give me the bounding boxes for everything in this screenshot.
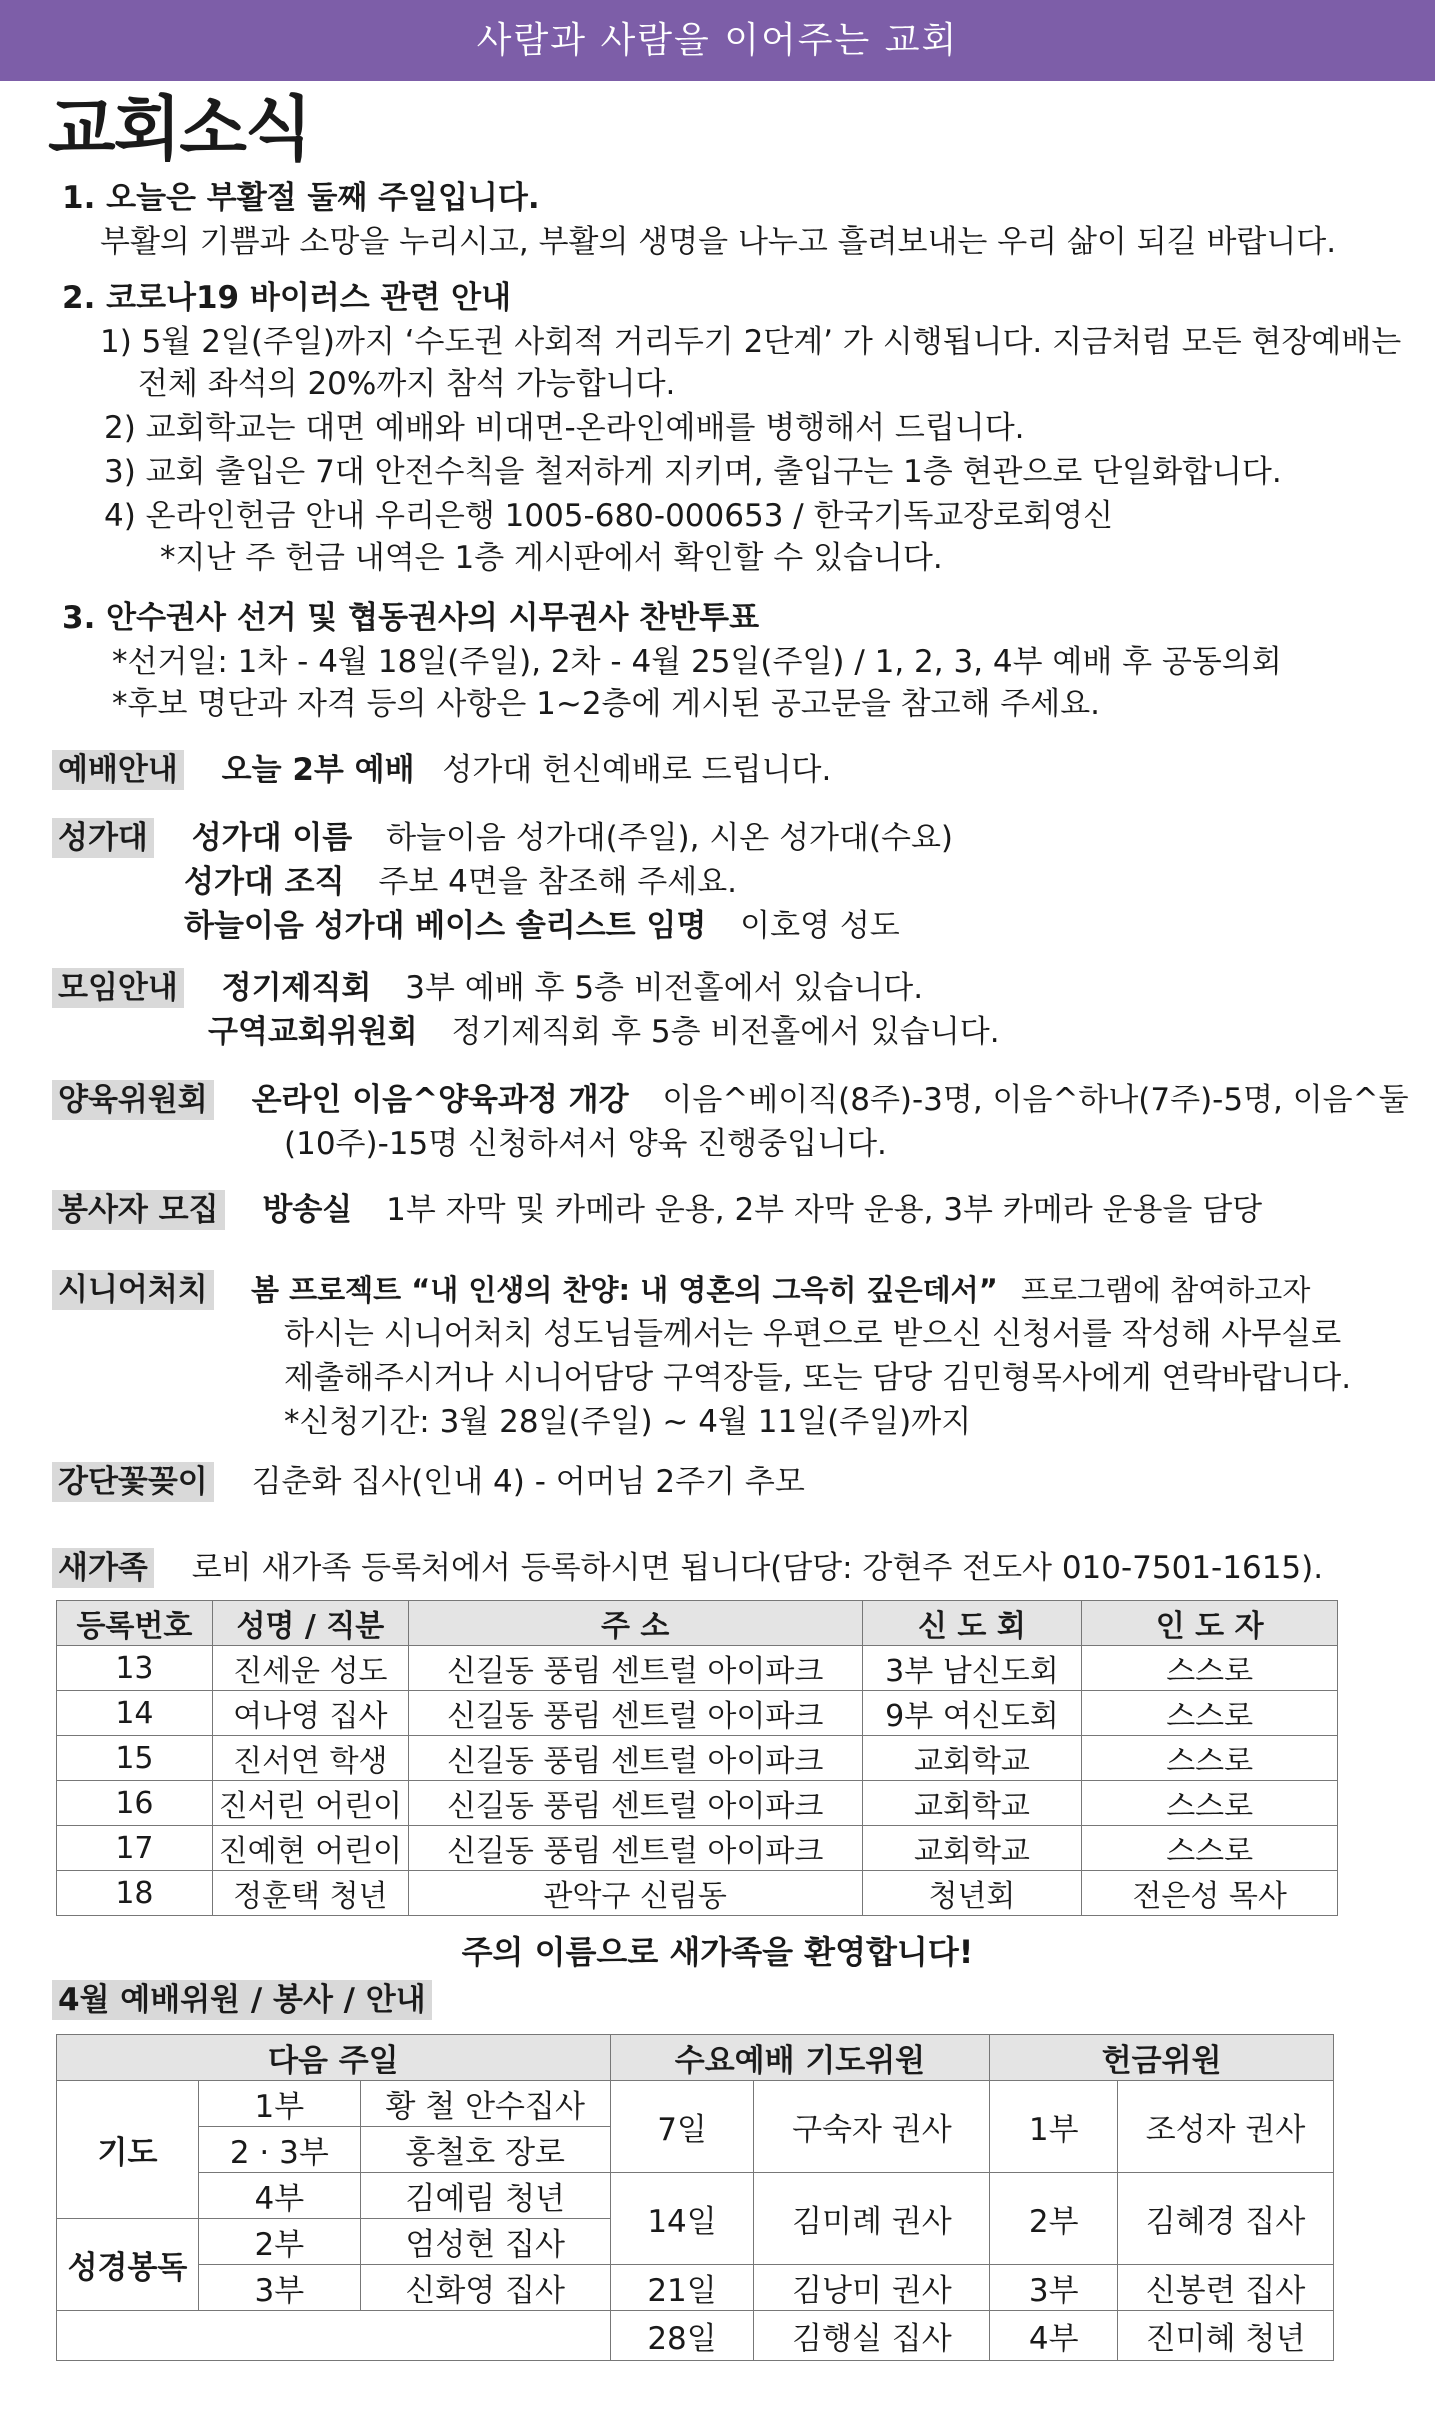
nurture-text-cont: (10주)-15명 신청하셔서 양육 진행중입니다.	[284, 1126, 887, 1162]
date-cell: 28일	[610, 2311, 754, 2361]
date-cell: 7일	[610, 2081, 754, 2173]
volunteer-text: 1부 자막 및 카메라 운용, 2부 자막 운용, 3부 카메라 운용을 담당	[386, 1192, 1263, 1228]
choir-name-heading: 성가대 이름	[191, 820, 353, 856]
table-cell: 전은성 목사	[1082, 1871, 1338, 1916]
table-cell: 3부 남신도회	[862, 1646, 1082, 1691]
notice-3-heading: 3. 안수권사 선거 및 협동권사의 시무권사 찬반투표	[62, 600, 760, 636]
table-cell: 청년회	[862, 1871, 1082, 1916]
nurture-heading: 온라인 이음^양육과정 개강	[251, 1082, 629, 1118]
notice-1-heading: 1. 오늘은 부활절 둘째 주일입니다.	[62, 180, 540, 216]
choir-soloist-text: 이호영 성도	[740, 908, 900, 944]
table-cell: 여나영 집사	[212, 1691, 408, 1736]
choir-org-text: 주보 4면을 참조해 주세요.	[378, 864, 737, 900]
senior-label: 시니어처치	[52, 1270, 214, 1310]
choir-name-text: 하늘이음 성가대(주일), 시온 성가대(수요)	[386, 820, 954, 856]
table-cell: 16	[57, 1781, 213, 1826]
table-cell: 교회학교	[862, 1781, 1082, 1826]
person-cell: 김낭미 권사	[754, 2265, 990, 2311]
table-cell: 신길동 풍림 센트럴 아이파크	[408, 1646, 862, 1691]
nurture-label: 양육위원회	[52, 1080, 214, 1120]
notice-2-line: *지난 주 헌금 내역은 1층 게시판에서 확인할 수 있습니다.	[160, 540, 943, 576]
choir-row	[184, 906, 900, 946]
table-cell: 정훈택 청년	[212, 1871, 408, 1916]
notice-2-heading: 2. 코로나19 바이러스 관련 안내	[62, 280, 512, 316]
service-cell: 3부	[198, 2265, 360, 2311]
service-cell: 1부	[990, 2081, 1118, 2173]
table-cell: 스스로	[1082, 1826, 1338, 1871]
notice-2-line: 4) 온라인헌금 안내 우리은행 1005-680-000653 / 한국기독교장로회영신	[104, 498, 1114, 534]
april-section	[52, 1980, 432, 2020]
worship-label: 예배안내	[52, 750, 184, 790]
newfamily-col-header: 신 도 회	[862, 1601, 1082, 1646]
meeting-row	[208, 1012, 1000, 1052]
table-cell: 18	[57, 1871, 213, 1916]
april-label: 4월 예배위원 / 봉사 / 안내	[52, 1980, 432, 2020]
person-cell: 조성자 권사	[1118, 2081, 1334, 2173]
choir-label: 성가대	[52, 818, 154, 858]
senior-text-cont: 제출해주시거나 시니어담당 구역장들, 또는 담당 김민형목사에게 연락바랍니다.	[284, 1360, 1352, 1396]
table-cell: 신길동 풍림 센트럴 아이파크	[408, 1781, 862, 1826]
table-cell: 스스로	[1082, 1646, 1338, 1691]
table-row	[57, 1736, 1338, 1781]
table-cell: 신길동 풍림 센트럴 아이파크	[408, 1736, 862, 1781]
april-schedule-table	[56, 2034, 1334, 2361]
person-cell: 홍철호 장로	[360, 2127, 610, 2173]
notice-3-line: *선거일: 1차 - 4월 18일(주일), 2차 - 4월 25일(주일) / 1, 2, 3, 4부 예배 후 공동의회	[112, 644, 1282, 680]
newfamily-col-header: 성명 / 직분	[212, 1601, 408, 1646]
reading-category: 성경봉독	[57, 2219, 199, 2311]
notice-3-line: *후보 명단과 자격 등의 사항은 1~2층에 게시된 공고문을 참고해 주세요.	[112, 686, 1101, 722]
header-next-sunday: 다음 주일	[57, 2035, 611, 2081]
date-cell: 21일	[610, 2265, 754, 2311]
table-row	[57, 1871, 1338, 1916]
notice-1-body: 부활의 기쁨과 소망을 누리시고, 부활의 생명을 나누고 흘려보내는 우리 삶이 되길 바랍니다.	[100, 224, 1337, 260]
choir-section	[52, 818, 953, 858]
newfamily-col-header: 주 소	[408, 1601, 862, 1646]
person-cell: 김미례 권사	[754, 2173, 990, 2265]
service-cell: 2부	[198, 2219, 360, 2265]
volunteer-section	[52, 1190, 1262, 1230]
person-cell: 김혜경 집사	[1118, 2173, 1334, 2265]
flower-text: 김춘화 집사(인내 4) - 어머님 2주기 추모	[251, 1464, 805, 1500]
service-cell: 2부	[990, 2173, 1118, 2265]
service-cell: 4부	[198, 2173, 360, 2219]
person-cell: 진미혜 청년	[1118, 2311, 1334, 2361]
table-row	[57, 1781, 1338, 1826]
table-cell: 신길동 풍림 센트럴 아이파크	[408, 1826, 862, 1871]
table-cell: 17	[57, 1826, 213, 1871]
table-cell: 진세운 성도	[212, 1646, 408, 1691]
person-cell: 신봉련 집사	[1118, 2265, 1334, 2311]
date-cell: 14일	[610, 2173, 754, 2265]
person-cell: 김예림 청년	[360, 2173, 610, 2219]
notice-2-line: 3) 교회 출입은 7대 안전수칙을 철저하게 지키며, 출입구는 1층 현관으로 단일화합니다.	[104, 454, 1282, 490]
table-cell: 14	[57, 1691, 213, 1736]
table-cell: 교회학교	[862, 1736, 1082, 1781]
person-cell: 구숙자 권사	[754, 2081, 990, 2173]
service-cell: 1부	[198, 2081, 360, 2127]
table-cell: 스스로	[1082, 1781, 1338, 1826]
person-cell: 황 철 안수집사	[360, 2081, 610, 2127]
newfamily-table	[56, 1600, 1338, 1916]
nurture-section	[52, 1080, 1409, 1120]
newfamily-table-body	[57, 1646, 1338, 1916]
flower-label: 강단꽃꽂이	[52, 1462, 214, 1502]
table-cell: 스스로	[1082, 1691, 1338, 1736]
service-cell: 2 · 3부	[198, 2127, 360, 2173]
table-row	[57, 1646, 1338, 1691]
notice-2-line: 전체 좌석의 20%까지 참석 가능합니다.	[138, 366, 676, 402]
meeting-2-text: 정기제직회 후 5층 비전홀에서 있습니다.	[451, 1014, 1000, 1050]
senior-heading: 봄 프로젝트 “내 인생의 찬양: 내 영혼의 그윽히 깊은데서”	[250, 1273, 998, 1307]
choir-row	[184, 862, 737, 902]
page-title: 교회소식	[48, 87, 311, 170]
meeting-section	[52, 968, 923, 1008]
meeting-label: 모임안내	[52, 968, 184, 1008]
flower-section	[52, 1462, 805, 1502]
volunteer-heading: 방송실	[262, 1192, 353, 1228]
newfamily-text: 로비 새가족 등록처에서 등록하시면 됩니다(담당: 강현주 전도사 010-7501-1615).	[191, 1550, 1324, 1586]
volunteer-label: 봉사자 모집	[52, 1190, 225, 1230]
senior-text-cont: 하시는 시니어처치 성도님들께서는 우편으로 받으신 신청서를 작성해 사무실로	[284, 1316, 1342, 1352]
worship-bold: 오늘 2부 예배	[221, 752, 415, 788]
nurture-text: 이음^베이직(8주)-3명, 이음^하나(7주)-5명, 이음^둘	[662, 1082, 1409, 1118]
welcome-message: 주의 이름으로 새가족을 환영합니다!	[461, 1933, 974, 1971]
senior-text: 프로그램에 참여하고자	[1020, 1273, 1311, 1307]
table-cell: 진서연 학생	[212, 1736, 408, 1781]
table-cell: 교회학교	[862, 1826, 1082, 1871]
service-cell: 3부	[990, 2265, 1118, 2311]
newfamily-col-header: 인 도 자	[1082, 1601, 1338, 1646]
notice-2-line: 1) 5월 2일(주일)까지 ‘수도권 사회적 거리두기 2단계’ 가 시행됩니다. 지금처럼 모든 현장예배는	[100, 324, 1402, 360]
newfamily-section	[52, 1548, 1323, 1588]
table-cell: 진예현 어린이	[212, 1826, 408, 1871]
meeting-2-heading: 구역교회위원회	[208, 1014, 418, 1050]
table-row	[57, 1826, 1338, 1871]
table-row	[57, 1691, 1338, 1736]
newfamily-table-header	[57, 1601, 1338, 1646]
newfamily-col-header: 등록번호	[57, 1601, 213, 1646]
meeting-1-heading: 정기제직회	[221, 970, 372, 1006]
choir-org-heading: 성가대 조직	[184, 864, 345, 900]
person-cell: 엄성현 집사	[360, 2219, 610, 2265]
prayer-category: 기도	[57, 2081, 199, 2219]
senior-period: *신청기간: 3월 28일(주일) ~ 4월 11일(주일)까지	[284, 1404, 972, 1440]
worship-text: 성가대 헌신예배로 드립니다.	[442, 752, 832, 788]
service-cell: 4부	[990, 2311, 1118, 2361]
senior-section	[52, 1270, 1310, 1310]
table-cell: 스스로	[1082, 1736, 1338, 1781]
table-cell: 신길동 풍림 센트럴 아이파크	[408, 1691, 862, 1736]
notice-2-line: 2) 교회학교는 대면 예배와 비대면-온라인예배를 병행해서 드립니다.	[104, 410, 1025, 446]
choir-soloist-heading: 하늘이음 성가대 베이스 솔리스트 임명	[184, 908, 707, 944]
header-wednesday-prayer: 수요예배 기도위원	[610, 2035, 990, 2081]
table-cell: 13	[57, 1646, 213, 1691]
person-cell: 신화영 집사	[360, 2265, 610, 2311]
church-banner: 사람과 사람을 이어주는 교회	[0, 0, 1435, 81]
table-cell: 9부 여신도회	[862, 1691, 1082, 1736]
table-cell: 관악구 신림동	[408, 1871, 862, 1916]
table-cell: 진서린 어린이	[212, 1781, 408, 1826]
worship-section	[52, 750, 831, 790]
person-cell: 김행실 집사	[754, 2311, 990, 2361]
meeting-1-text: 3부 예배 후 5층 비전홀에서 있습니다.	[405, 970, 924, 1006]
table-cell: 15	[57, 1736, 213, 1781]
empty-cell	[57, 2311, 611, 2361]
header-offering: 헌금위원	[990, 2035, 1334, 2081]
newfamily-label: 새가족	[52, 1548, 154, 1588]
